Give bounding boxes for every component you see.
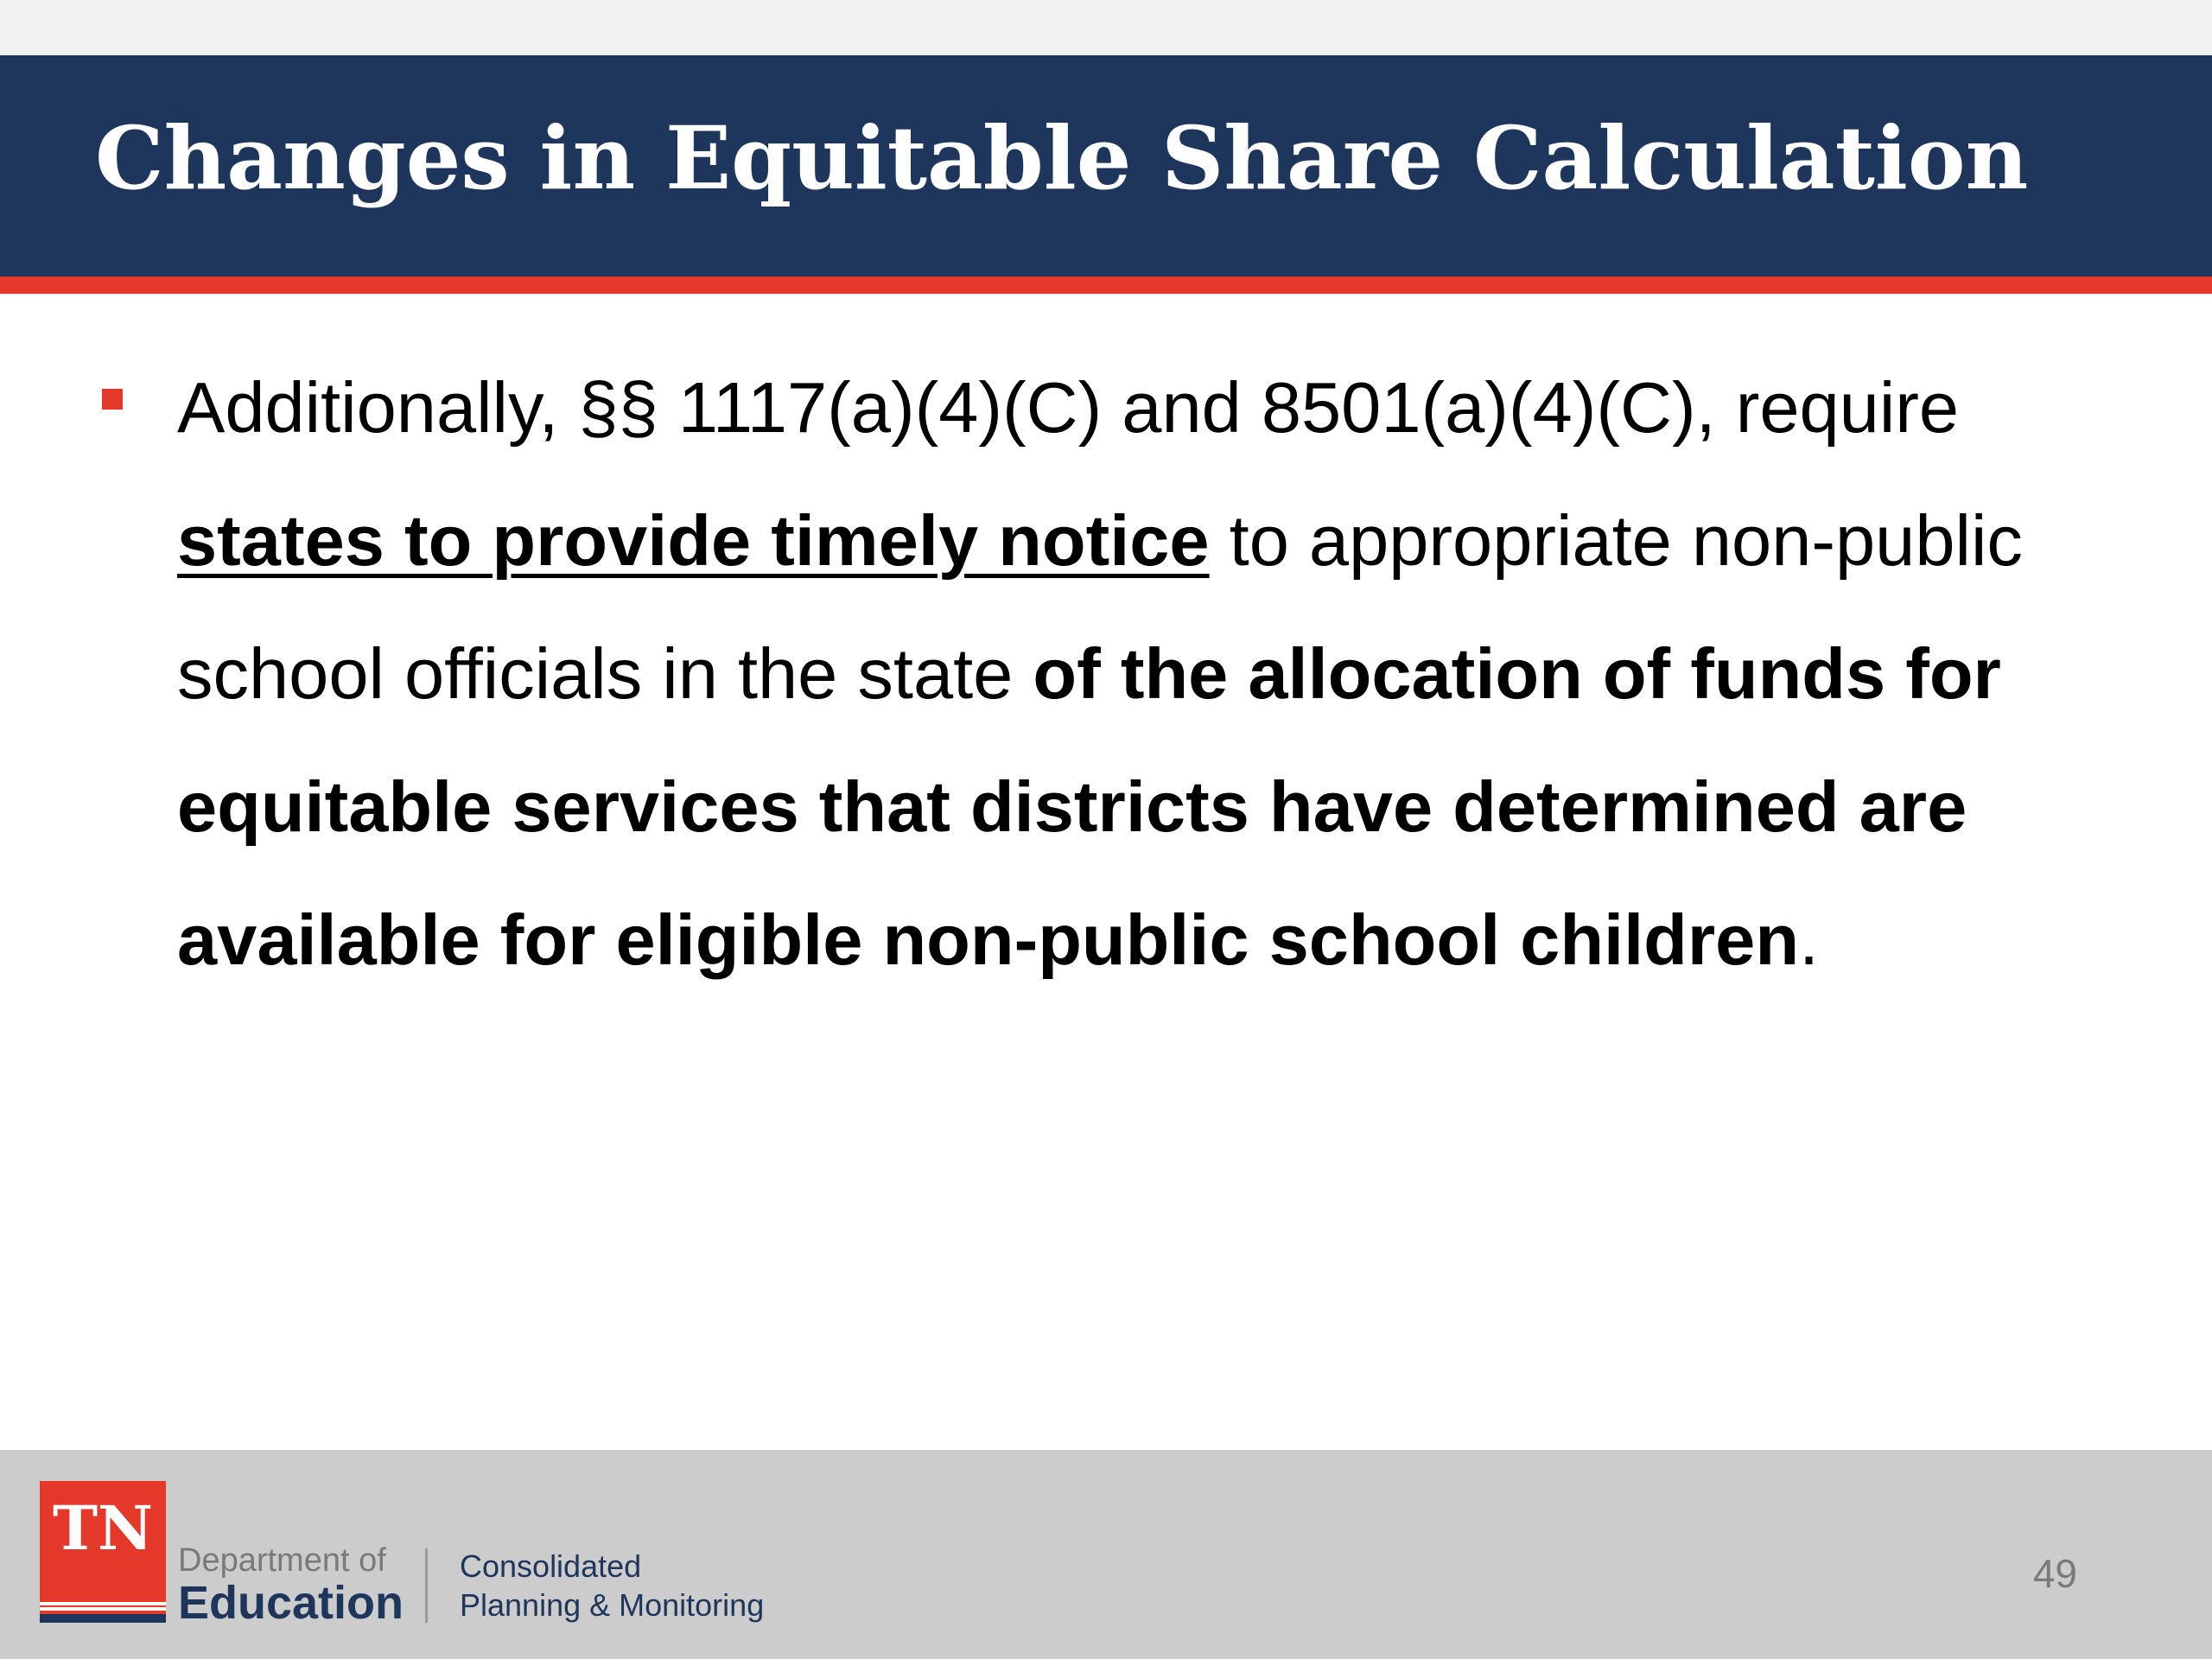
bullet-emphasis-underlined: states to provide timely notice bbox=[177, 500, 1210, 581]
office-name-line2: Planning & Monitoring bbox=[460, 1587, 765, 1623]
slide-title: Changes in Equitable Share Calculation bbox=[95, 107, 2029, 209]
bullet-square-icon bbox=[102, 389, 123, 410]
bullet-text-part2: to appropriate non-public school officials in the state bbox=[177, 500, 2023, 714]
top-strip bbox=[0, 0, 2212, 55]
tn-logo-base-stripe bbox=[40, 1614, 166, 1623]
tn-logo-stripes-icon bbox=[40, 1602, 166, 1611]
footer-divider bbox=[425, 1548, 428, 1623]
bullet-text-end: . bbox=[1799, 899, 1820, 980]
title-underline-rule bbox=[0, 276, 2212, 294]
bullet-paragraph bbox=[177, 341, 2113, 1007]
department-prefix: Department of bbox=[178, 1542, 386, 1579]
bullet-text-part1: Additionally, §§ 1117(a)(4)(C) and 8501(a)(4)(C), require bbox=[177, 367, 1960, 448]
tn-logo bbox=[40, 1481, 166, 1623]
tn-logo-text: TN bbox=[52, 1492, 154, 1564]
department-name: Education bbox=[178, 1577, 404, 1629]
page-number: 49 bbox=[2032, 1551, 2077, 1596]
office-name-line1: Consolidated bbox=[460, 1548, 642, 1584]
bullet-emphasis-bold: of the allocation of funds for equitable services that districts have determined are available for eligible non-public school children bbox=[177, 633, 2001, 980]
